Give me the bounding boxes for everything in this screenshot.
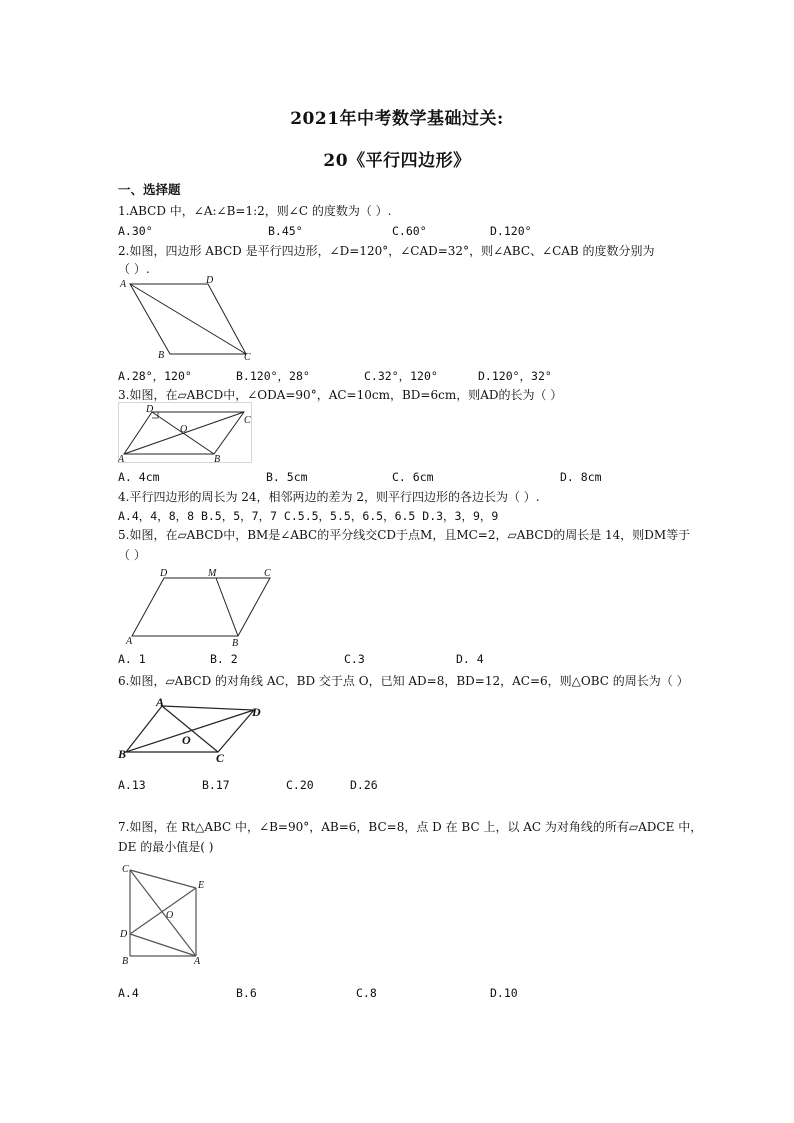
q5-text: 5.如图，在▱ABCD中，BM是∠ABC的平分线交CD于点M，且MC=2，▱ABCD的周长是 14，则DM等于 [118, 528, 691, 542]
q5-figure [124, 566, 280, 648]
q7-label-c: C [122, 864, 129, 875]
q2-label-a: A [120, 279, 127, 290]
q3-label-c: C [244, 415, 251, 426]
q7-label-o: O [166, 910, 174, 921]
q6-option-a: A.13 [118, 778, 146, 792]
q7-label-b: B [122, 956, 129, 967]
doc-subtitle: 20《平行四边形》 [323, 151, 471, 171]
q3-label-a: A [118, 454, 125, 465]
q7-label-a: A [194, 956, 201, 967]
q6-label-c: C [216, 751, 225, 765]
q2-option-d: D.120°，32° [478, 369, 552, 383]
q3-text: 3.如图，在▱ABCD中，∠ODA=90°，AC=10cm，BD=6cm，则AD的长为（ ） [118, 388, 563, 402]
q3-option-c: C. 6cm [392, 470, 434, 484]
q1-option-a: A.30° [118, 224, 153, 238]
q6-label-d: D [252, 705, 261, 719]
q6-label-b: B [118, 747, 127, 761]
q3-option-d: D. 8cm [560, 470, 602, 484]
q1-text: 1.ABCD 中，∠A:∠B=1:2，则∠C 的度数为（ ）. [118, 204, 392, 218]
q3-label-o: O [180, 424, 188, 435]
q2-option-a: A.28°，120° [118, 369, 192, 383]
q3-option-a: A. 4cm [118, 470, 160, 484]
q5-option-a: A. 1 [118, 652, 146, 666]
q7-label-d: D [120, 929, 128, 940]
q7-option-c: C.8 [356, 986, 377, 1000]
q5-option-b: B. 2 [210, 652, 238, 666]
q5-label-m: M [208, 568, 217, 579]
q3-figure [118, 402, 254, 466]
doc-title: 2021年中考数学基础过关: [290, 109, 504, 129]
q7-label-e: E [198, 880, 205, 891]
q5-label-c: C [264, 568, 271, 579]
q4-options: A.4，4，8，8 B.5，5，7，7 C.5.5，5.5，6.5，6.5 D.3，3，9，9 [118, 509, 499, 523]
q2-label-d: D [206, 275, 214, 286]
q7-text: 7.如图，在 Rt△ABC 中，∠B=90°，AB=6，BC=8，点 D 在 BC 上，以 AC 为对角线的所有▱ADCE 中， [118, 820, 703, 834]
q1-option-d: D.120° [490, 224, 532, 238]
q6-option-d: D.26 [350, 778, 378, 792]
q6-text: 6.如图，▱ABCD 的对角线 AC，BD 交于点 O，已知 AD=8，BD=12，AC=6，则△OBC 的周长为（ ） [118, 674, 689, 688]
q1-option-c: C.60° [392, 224, 427, 238]
q5-label-b: B [232, 638, 239, 648]
q6-option-b: B.17 [202, 778, 230, 792]
section-heading: 一、选择题 [118, 182, 181, 197]
q2-text: 2.如图，四边形 ABCD 是平行四边形，∠D=120°，∠CAD=32°，则∠ABC、∠CAB 的度数分别为 [118, 244, 655, 258]
q6-figure [118, 694, 268, 766]
q1-option-b: B.45° [268, 224, 303, 238]
q7-figure [118, 862, 214, 968]
q2-figure [118, 274, 258, 364]
q5-label-d: D [160, 568, 168, 579]
q2-text-cont: （ ）. [118, 262, 150, 276]
q7-option-b: B.6 [236, 986, 257, 1000]
q5-option-c: C.3 [344, 652, 365, 666]
q2-label-c: C [244, 352, 251, 363]
q2-label-b: B [158, 350, 165, 361]
q5-option-d: D. 4 [456, 652, 484, 666]
q5-label-a: A [126, 636, 133, 647]
q6-label-a: A [156, 695, 165, 709]
q4-text: 4.平行四边形的周长为 24，相邻两边的差为 2，则平行四边形的各边长为（ ）. [118, 490, 540, 504]
q3-label-b: B [214, 454, 221, 465]
q5-text-cont: （ ） [118, 548, 146, 562]
q7-option-a: A.4 [118, 986, 139, 1000]
q3-option-b: B. 5cm [266, 470, 308, 484]
q3-label-d: D [146, 404, 154, 415]
q7-text-cont: DE 的最小值是( ) [118, 840, 214, 854]
q2-option-b: B.120°，28° [236, 369, 310, 383]
q2-option-c: C.32°，120° [364, 369, 438, 383]
q7-option-d: D.10 [490, 986, 518, 1000]
q6-option-c: C.20 [286, 778, 314, 792]
q6-label-o: O [182, 733, 191, 747]
